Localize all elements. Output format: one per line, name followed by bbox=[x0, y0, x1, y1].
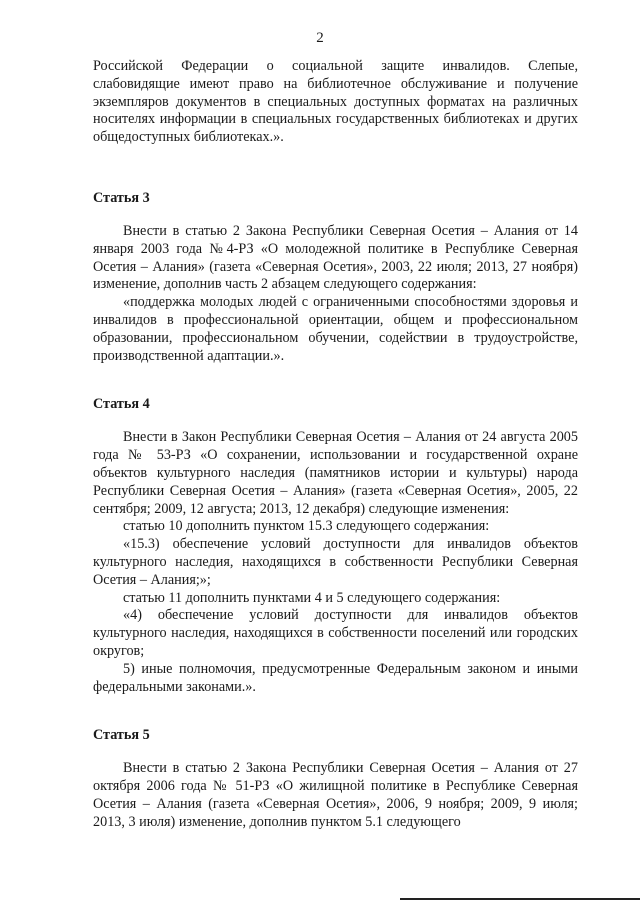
article-4-paragraph-3: «15.3) обеспечение условий доступности для инвалидов объектов культурного наследия, находящихся в собственности Республики Северная Осетия – Алания;»; bbox=[93, 536, 578, 588]
document-body bbox=[93, 58, 578, 832]
spacer bbox=[93, 413, 578, 429]
article-4-paragraph-4: статью 11 дополнить пунктами 4 и 5 следующего содержания: bbox=[123, 589, 501, 606]
spacer bbox=[93, 696, 578, 726]
bottom-rule bbox=[400, 898, 640, 900]
article-4-paragraph-6: 5) иные полномочия, предусмотренные Федеральным законом и иными федеральными законами.». bbox=[93, 660, 578, 695]
article-3-heading: Статья 3 bbox=[93, 189, 150, 206]
article-3-paragraph-1: Внести в статью 2 Закона Республики Северная Осетия – Алания от 14 января 2003 года №4-РЗ «О молодежной политике в Республике Северная Осетия – Алания» (газета «Северная Осетия», 2003, 22 июля; 2013, 27 ноября) изменение, дополнив часть 2 абзацем следующего содержания: bbox=[93, 222, 578, 293]
article-4-paragraph-2: статью 10 дополнить пунктом 15.3 следующего содержания: bbox=[123, 518, 490, 535]
spacer bbox=[93, 207, 578, 223]
article-5-paragraph-1: Внести в статью 2 Закона Республики Северная Осетия – Алания от 27 октября 2006 года № 51-РЗ «О жилищной политике в Республике Северная Осетия – Алания (газета «Северная Осетия», 2006, 9 ноября; 2009, 9 июля; 2013, 3 июля) изменение, дополнив пунктом 5.1 следующего bbox=[93, 760, 578, 830]
article-4-paragraph-5: «4) обеспечение условий доступности для инвалидов объектов культурного наследия, находящихся в собственности поселений или городских округов; bbox=[93, 607, 578, 659]
spacer bbox=[93, 147, 578, 189]
page-number: 2 bbox=[316, 30, 324, 46]
article-5-heading: Статья 5 bbox=[93, 727, 150, 744]
article-3-paragraph-2: «поддержка молодых людей с ограниченными способностями здоровья и инвалидов в профессиональной ориентации, общем и профессиональном образовании, профессиональном обучении, содействии в трудоустройстве, производственной адаптации.». bbox=[93, 294, 578, 364]
paragraph-continuation: Российской Федерации о социальной защите инвалидов. Слепые, слабовидящие имеют право на библиотечное обслуживание и получение экземпляров документов в специальных доступных форматах на различных носителях информации в специальных государственных библиотеках и других общедоступных библиотеках.». bbox=[93, 58, 578, 146]
article-4-paragraph-1: Внести в Закон Республики Северная Осетия – Алания от 24 августа 2005 года № 53-РЗ «О сохранении, использовании и государственной охране объектов культурного наследия (памятников истории и культуры) народа Республики Северная Осетия – Алания» (газета «Северная Осетия», 2005, 22 сентября; 2009, 12 августа; 2013, 12 декабря) следующие изменения: bbox=[93, 429, 578, 517]
spacer bbox=[93, 744, 578, 760]
article-4-heading: Статья 4 bbox=[93, 396, 150, 413]
spacer bbox=[93, 365, 578, 395]
